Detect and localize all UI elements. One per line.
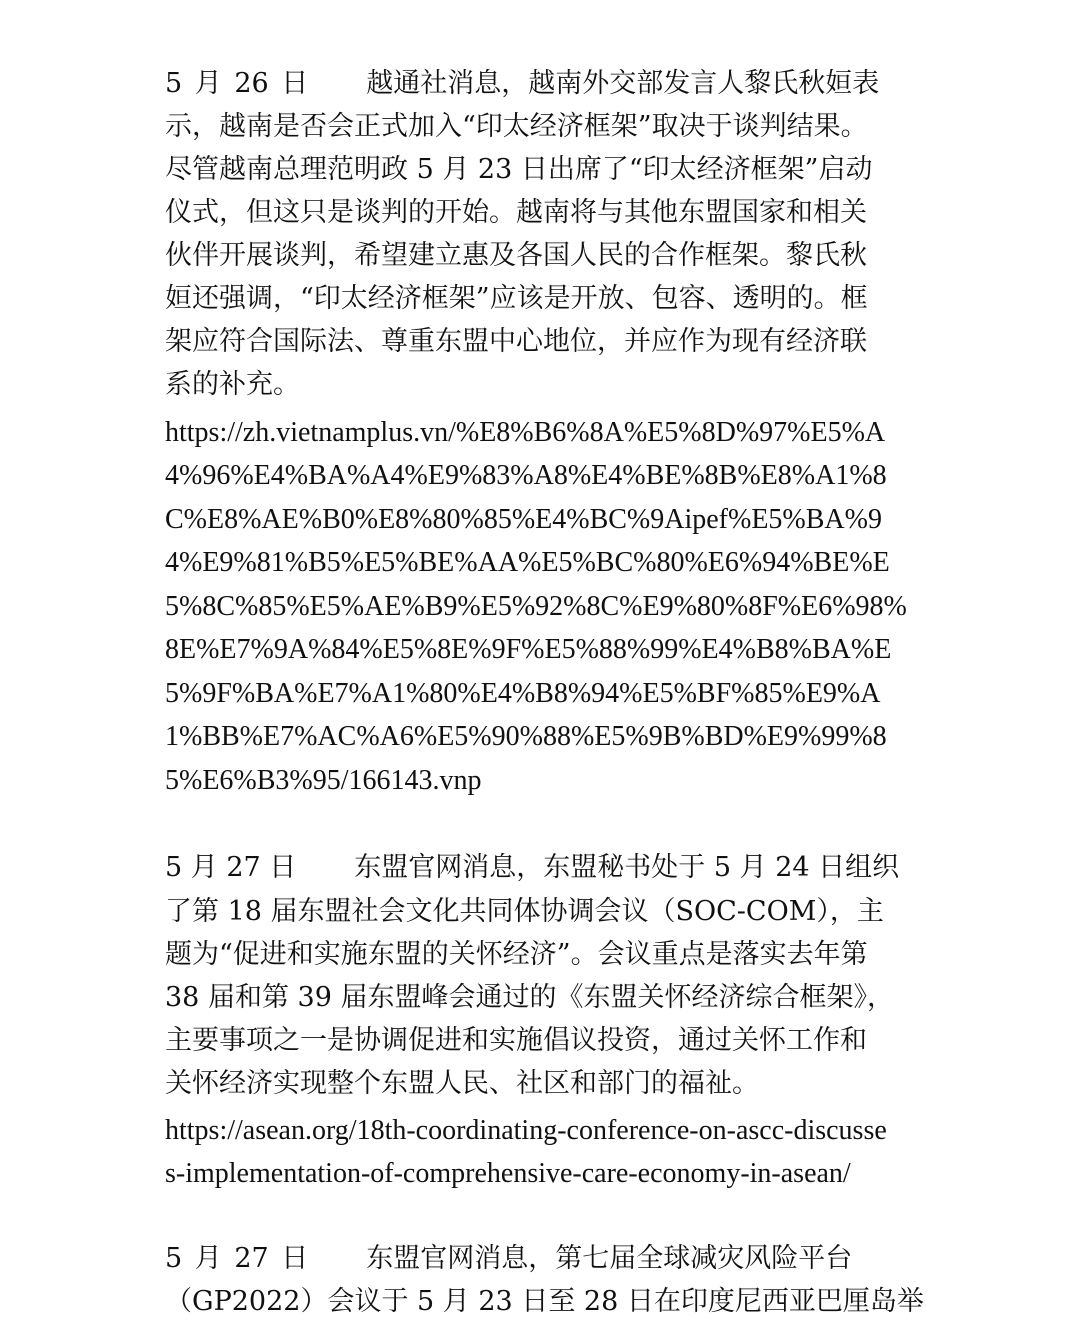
entry-3-text-line-1: 东盟官网消息，第七届全球减灾风险平台 xyxy=(366,1243,853,1274)
entry-3-date: 5 月 27 日 xyxy=(165,1243,309,1274)
entry-1-url-line-3[interactable]: C%E8%AE%B0%E8%80%85%E4%BC%9Aipef%E5%BA%9 xyxy=(165,504,882,535)
entry-2-text-line-6: 关怀经济实现整个东盟人民、社区和部门的福祉。 xyxy=(165,1068,759,1099)
entry-2-date: 5 月 27 日 xyxy=(165,852,297,883)
entry-1-text-line-4: 仪式，但这只是谈判的开始。越南将与其他东盟国家和相关 xyxy=(165,197,867,228)
entry-1-text-line-1: 越通社消息，越南外交部发言人黎氏秋姮表 xyxy=(366,68,880,99)
entry-2-text-line-4: 38 届和第 39 届东盟峰会通过的《东盟关怀经济综合框架》， xyxy=(165,982,894,1013)
entry-2-url-line-1[interactable]: https://asean.org/18th-coordinating-conference-on-ascc-discusse xyxy=(165,1115,887,1146)
entry-1-url-line-1[interactable]: https://zh.vietnamplus.vn/%E8%B6%8A%E5%8D%97%E5%A xyxy=(165,417,886,448)
entry-1-text-line-2: 示，越南是否会正式加入“印太经济框架”取决于谈判结果。 xyxy=(165,111,868,142)
entry-1-url-line-7[interactable]: 5%9F%BA%E7%A1%80%E4%B8%94%E5%BF%85%E9%A xyxy=(165,678,881,709)
entry-1-url-line-6[interactable]: 8E%E7%9A%84%E5%8E%9F%E5%88%99%E4%B8%BA%E xyxy=(165,634,892,665)
entry-1-date: 5 月 26 日 xyxy=(165,68,309,99)
entry-3-text-line-2: （GP2022）会议于 5 月 23 日至 28 日在印度尼西亚巴厘岛举 xyxy=(165,1286,924,1317)
entry-2-url-line-2[interactable]: s-implementation-of-comprehensive-care-economy-in-asean/ xyxy=(165,1158,851,1189)
entry-1-text-line-6: 姮还强调，“印太经济框架”应该是开放、包容、透明的。框 xyxy=(165,283,868,314)
entry-1-url-line-9[interactable]: 5%E6%B3%95/166143.vnp xyxy=(165,765,482,796)
entry-1-text-line-8: 系的补充。 xyxy=(165,369,300,400)
entry-2-text-line-3: 题为“促进和实施东盟的关怀经济”。会议重点是落实去年第 xyxy=(165,939,868,970)
entry-1-first-line xyxy=(165,66,955,102)
entry-1-url-line-2[interactable]: 4%96%E4%BA%A4%E9%83%A8%E4%BE%8B%E8%A1%8 xyxy=(165,460,887,491)
entry-1-url-line-8[interactable]: 1%BB%E7%AC%A6%E5%90%88%E5%9B%BD%E9%99%8 xyxy=(165,721,887,752)
entry-2-text-line-5: 主要事项之一是协调促进和实施倡议投资，通过关怀工作和 xyxy=(165,1025,867,1056)
entry-1-text-line-5: 伙伴开展谈判，希望建立惠及各国人民的合作框架。黎氏秋 xyxy=(165,240,867,271)
entry-1-text-line-3: 尽管越南总理范明政 5 月 23 日出席了“印太经济框架”启动 xyxy=(165,154,873,185)
entry-2-text-line-1: 东盟官网消息，东盟秘书处于 5 月 24 日组织 xyxy=(354,852,900,883)
entry-3-first-line xyxy=(165,1241,955,1277)
entry-1-text-line-7: 架应符合国际法、尊重东盟中心地位，并应作为现有经济联 xyxy=(165,326,867,357)
entry-1-url-line-5[interactable]: 5%8C%85%E5%AE%B9%E5%92%8C%E9%80%8F%E6%98% xyxy=(165,591,907,622)
entry-2-first-line xyxy=(165,850,955,886)
entry-1-url-line-4[interactable]: 4%E9%81%B5%E5%BE%AA%E5%BC%80%E6%94%BE%E xyxy=(165,547,890,578)
entry-2-text-line-2: 了第 18 届东盟社会文化共同体协调会议（SOC-COM），主 xyxy=(165,896,884,927)
